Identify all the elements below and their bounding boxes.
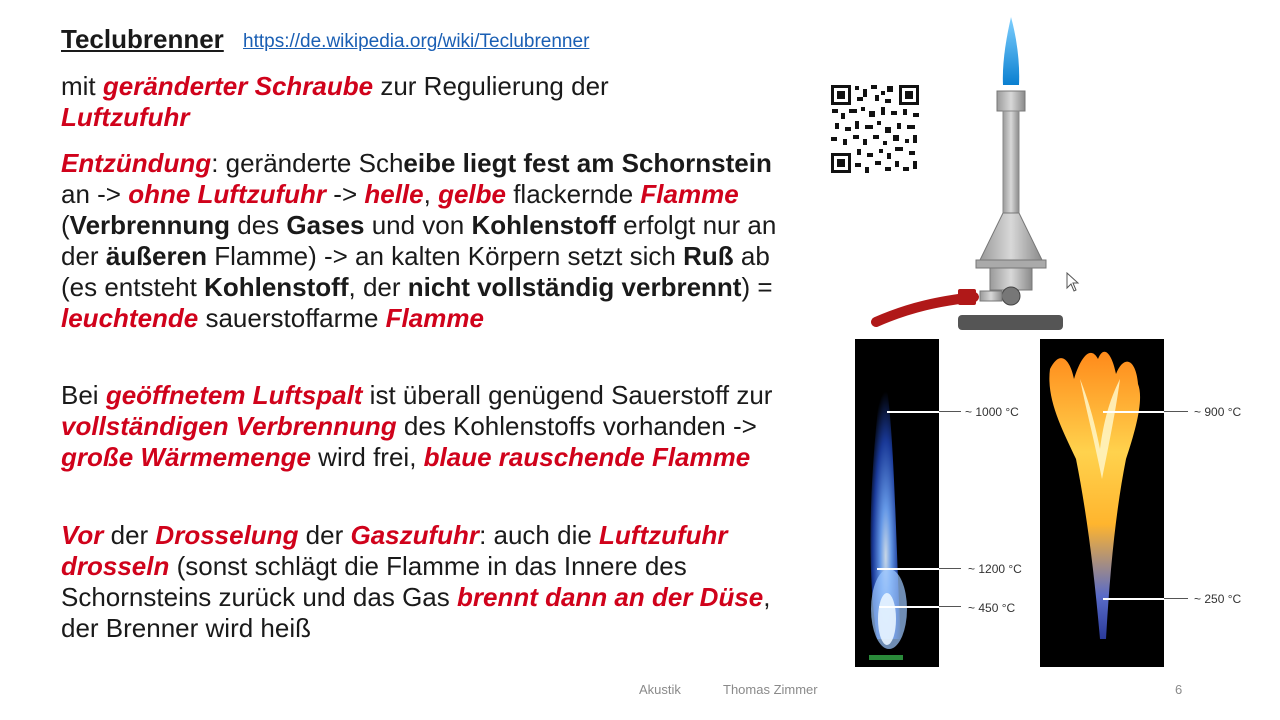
paragraph-ignition: Entzündung: geränderte Scheibe liegt fest am Schornstein an -> ohne Luftzufuhr -> helle, gelbe flackernde Flamme (Verbrennung des Gases und von Kohlenstoff erfolgt nur an der äußeren Flamme) -> an kalten Körpern setzt sich Ruß ab (es entsteht Kohlenstoff, der nicht vollständig verbrennt) = leuchtende sauerstoffarme Flamme [61, 148, 777, 333]
yellow-flame-pointer-1b [1164, 411, 1188, 412]
blue-flame-pointer-2b [939, 568, 961, 569]
burner-base [958, 315, 1063, 330]
paragraph-throttling: Vor der Drosselung der Gaszufuhr: auch die Luftzufuhr drosseln (sonst schlägt die Flamme in das Innere des Schornsteins zurück und das Gas brennt dann an der Düse, der Brenner wird heiß [61, 520, 771, 643]
blue-flame-pointer-3b [939, 606, 961, 607]
blue-flame-pointer-1b [939, 411, 961, 412]
burner-illustration [870, 15, 1070, 335]
burner-knurled-ring [976, 260, 1046, 268]
blue-flame-temp-1: ~ 1000 °C [965, 405, 1019, 419]
yellow-flame-pointer-1 [1103, 411, 1164, 413]
blue-flame-photo [855, 339, 939, 667]
yellow-flame-temp-1: ~ 900 °C [1194, 405, 1242, 419]
paragraph-open-air-gap: Bei geöffnetem Luftspalt ist überall genügend Sauerstoff zur vollständigen Verbrennung des Kohlenstoffs vorhanden -> große Wärmemenge wird frei, blaue rauschende Flamme [61, 380, 773, 472]
gas-valve [1002, 287, 1020, 305]
yellow-flame-temp-2: ~ 250 °C [1194, 592, 1242, 606]
footer-topic: Akustik [639, 682, 681, 697]
slide-title: Teclubrenner [61, 24, 224, 54]
burner-cone [980, 213, 1042, 260]
blue-flame-pointer-2 [877, 568, 939, 570]
blue-flame-temp-2: ~ 1200 °C [968, 562, 1022, 576]
burner-flame [1003, 17, 1019, 85]
mouse-cursor-icon [1066, 272, 1080, 292]
yellow-flame-photo [1040, 339, 1164, 667]
yellow-flame-image [1040, 339, 1164, 667]
burner-tube [1003, 111, 1019, 221]
blue-flame-pointer-3 [879, 606, 939, 608]
yellow-flame-pointer-2b [1164, 598, 1188, 599]
footer-page-number: 6 [1175, 682, 1183, 697]
wikipedia-link[interactable]: https://de.wikipedia.org/wiki/Teclubrenner [243, 31, 590, 52]
yellow-flame-pointer-2 [1103, 598, 1164, 600]
paragraph-screw: mit geränderter Schraube zur Regulierung der Luftzufuhr [61, 71, 609, 132]
blue-flame-pointer-1 [887, 411, 939, 413]
blue-flame-image [855, 339, 939, 667]
footer-author: Thomas Zimmer [723, 682, 818, 697]
blue-flame-temp-3: ~ 450 °C [968, 601, 1016, 615]
burner-tube-top [997, 91, 1025, 111]
